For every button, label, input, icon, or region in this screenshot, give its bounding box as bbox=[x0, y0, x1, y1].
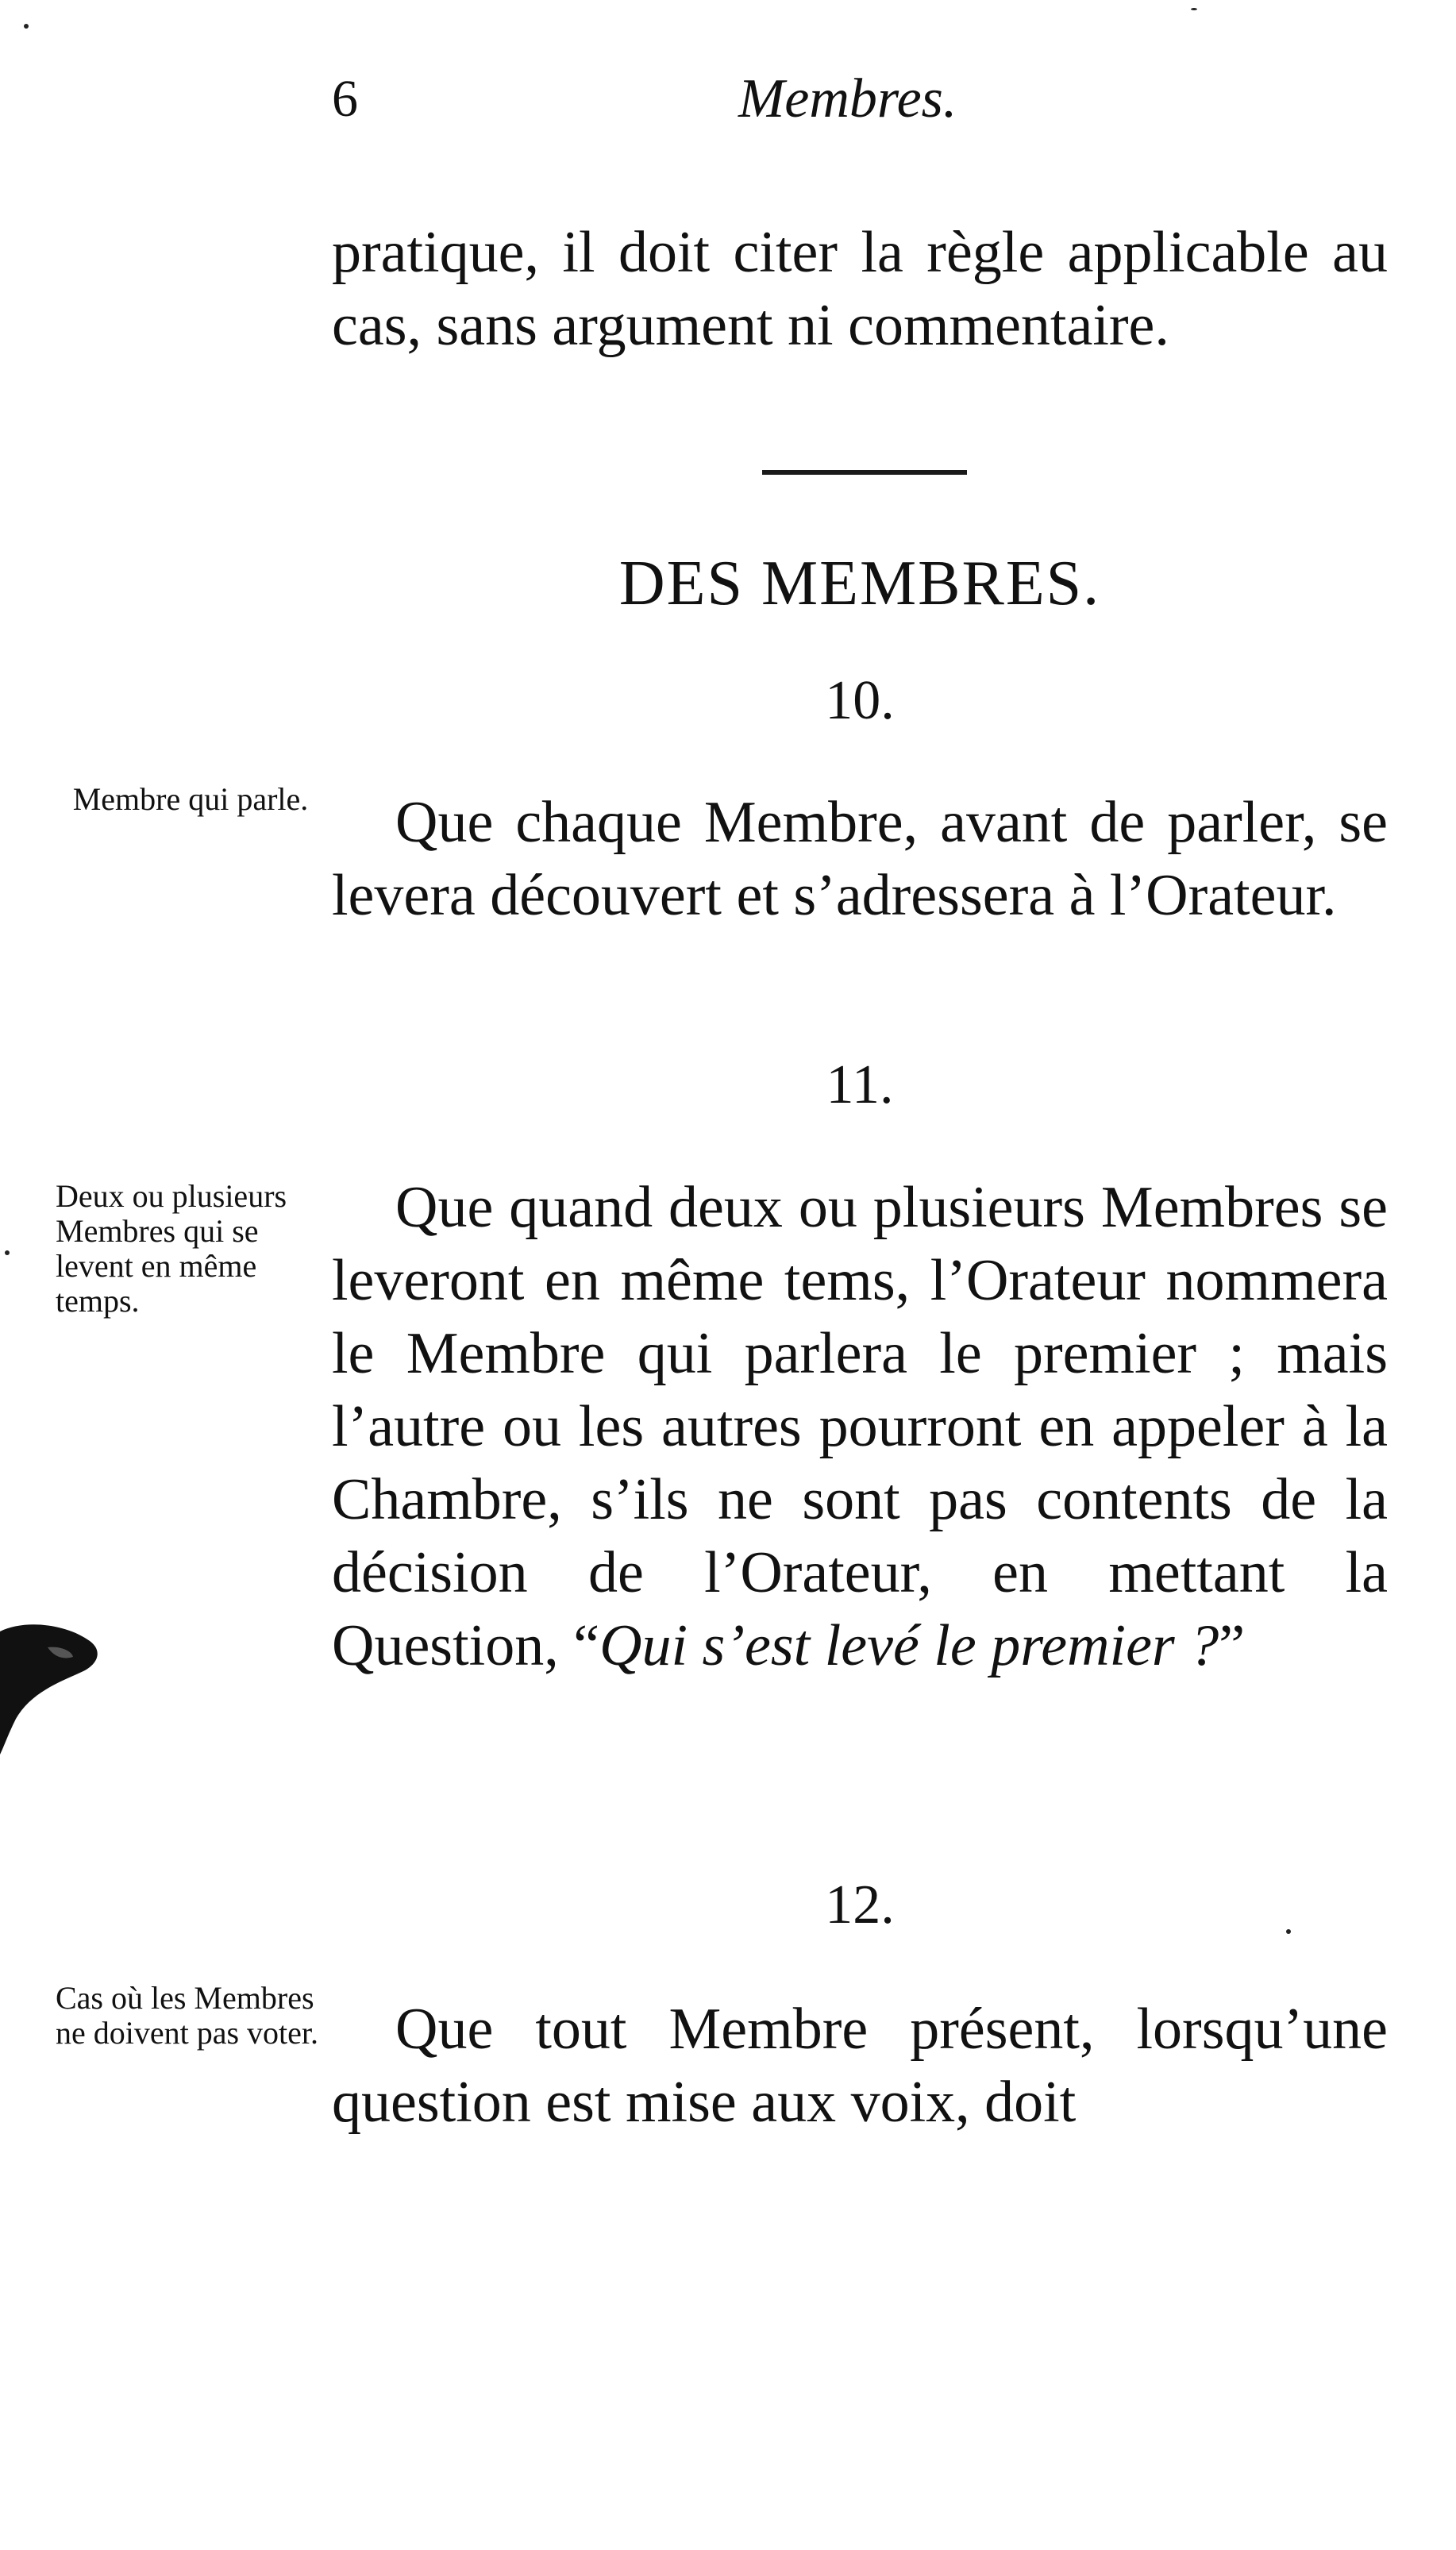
running-title: Membres. bbox=[738, 68, 957, 129]
article-paragraph bbox=[332, 1171, 1388, 1682]
margin-note: Cas où les Membres ne doivent pas voter. bbox=[56, 1980, 319, 2051]
article-number: 11. bbox=[826, 1054, 894, 1115]
intro-paragraph bbox=[332, 216, 1388, 362]
article-number: 12. bbox=[825, 1874, 895, 1936]
intro-text: pratique, il doit citer la règle applicable au cas, sans argument ni commentaire. bbox=[332, 220, 1388, 358]
article-paragraph bbox=[332, 1993, 1388, 2139]
margin-note: Membre qui parle. bbox=[72, 781, 309, 817]
article-number: 10. bbox=[825, 670, 895, 731]
paper-speck bbox=[1191, 8, 1197, 10]
paper-speck bbox=[1286, 1929, 1291, 1934]
article-quoted-question: Qui s’est levé le premier ? bbox=[599, 1613, 1219, 1678]
ink-blot-ornament bbox=[0, 1616, 111, 1758]
article-paragraph bbox=[332, 786, 1388, 932]
article-text: Que tout Membre présent, lorsqu’une question est mise aux voix, doit bbox=[332, 1997, 1388, 2135]
paper-speck bbox=[24, 24, 29, 29]
page-number: 6 bbox=[332, 70, 358, 128]
section-divider bbox=[762, 470, 967, 475]
margin-note: Deux ou plusieurs Membres qui se levent en même temps. bbox=[56, 1178, 287, 1319]
article-text: Que chaque Membre, avant de parler, se levera découvert et s’adressera à l’Orateur. bbox=[332, 790, 1388, 928]
article-text: Que quand deux ou plusieurs Membres se leveront en même tems, l’Orateur nommera le Membre qui parlera le premier ; mais l’autre ou les autres pourront en appeler à la Chambre, s’ils ne sont pas contents de la décision de l’Orateur, en mettant la Question, “ bbox=[332, 1175, 1388, 1678]
article-closing-quote: ” bbox=[1219, 1613, 1246, 1678]
section-heading: DES MEMBRES. bbox=[618, 549, 1101, 618]
paper-speck bbox=[5, 1250, 10, 1255]
